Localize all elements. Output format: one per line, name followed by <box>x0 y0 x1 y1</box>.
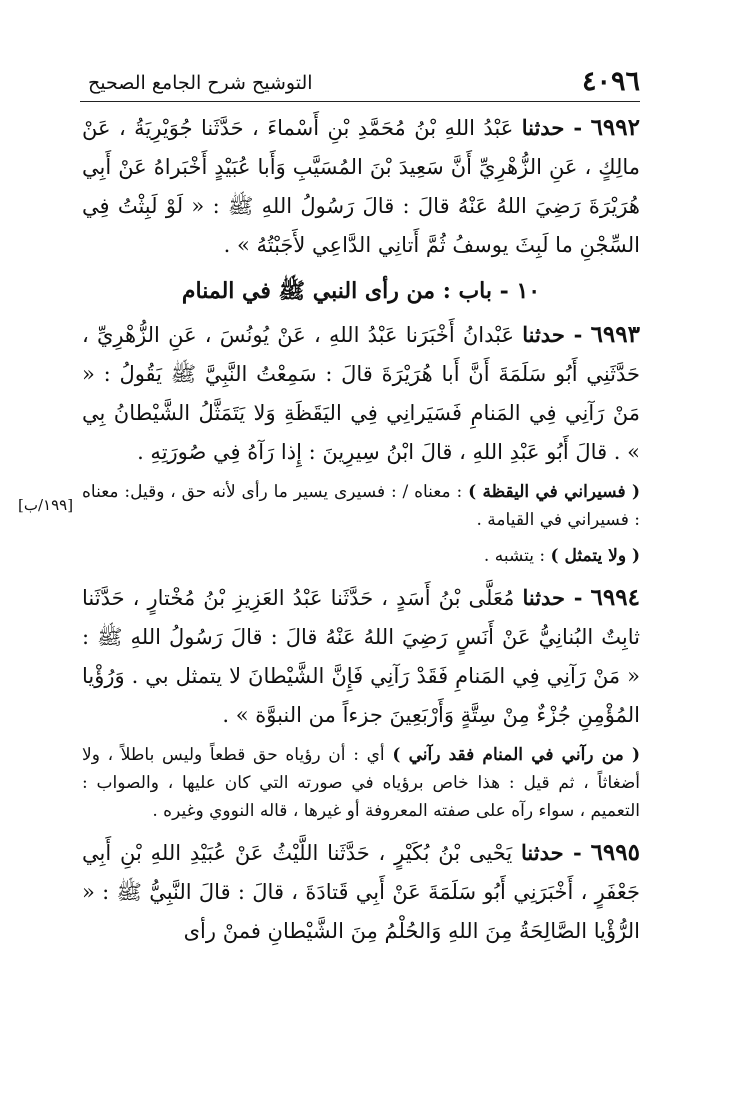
hadith-6994 <box>82 578 640 735</box>
commentary-term: ( فسيراني في اليقظة ) <box>468 482 641 502</box>
hadith-lead: - حدثنا <box>522 322 583 347</box>
hadith-number: ٦٩٩٣ <box>590 321 640 348</box>
commentary-text: : معناه / : فسيرى يسير ما رأى لأنه حق ، وقيل: معناه : فسيراني في القيامة . <box>82 482 640 530</box>
hadith-lead: - حدثنا <box>522 585 583 610</box>
hadith-6992 <box>82 108 640 265</box>
hadith-text: يَحْيى بْنُ بُكَيْرٍ ، حَدَّثَنا اللَّيْثُ عَنْ عُبَيْدِ اللهِ بْنِ أَبِي جَعْفَرٍ ، أَخْبَرَنِي أَبُو سَلَمَةَ عَنْ أَبِي قَتادَةَ ، قالَ : قالَ النَّبِيُّ ﷺ : « الرُّؤْيا الصَّالِحَةُ مِنَ اللهِ وَالحُلْمُ مِنَ الشَّيْطانِ فمنْ رأى <box>82 841 640 943</box>
commentary-text: أي : أن رؤياه حق قطعاً وليس باطلاً ، ولا أضغاثاً ، ثم قيل : هذا خاص برؤياه في صورته التي كان عليها ، والصواب : التعميم ، سواء رآه على صفته المعروفة أو غيرها ، قاله النووي وغيره . <box>82 745 640 821</box>
running-title: التوشيح شرح الجامع الصحيح <box>88 72 313 94</box>
hadith-lead: - حدثنا <box>521 840 582 865</box>
page-header <box>80 66 640 102</box>
hadith-lead: - حدثنا <box>521 115 583 140</box>
page-number: ٤٠٩٦ <box>581 66 640 97</box>
header-divider <box>80 101 640 102</box>
hadith-6995 <box>82 833 640 951</box>
hadith-number: ٦٩٩٥ <box>590 839 640 866</box>
hadith-number: ٦٩٩٤ <box>590 584 640 611</box>
commentary-1 <box>82 478 640 534</box>
hadith-6993 <box>82 315 640 472</box>
hadith-text: عَبْدانُ أَخْبَرَنا عَبْدُ اللهِ ، عَنْ يُونُسَ ، عَنِ الزُّهْرِيِّ ، حَدَّثَنِي أَبُو سَلَمَةَ أَنَّ أَبا هُرَيْرَةَ قالَ : سَمِعْتُ النَّبِيَّ ﷺ يَقُولُ : « مَنْ رَآنِي فِي المَنامِ فَسَيَرانِي فِي اليَقَظَةِ وَلا يَتَمَثَّلُ الشَّيْطانُ بِي » . قالَ أَبُو عَبْدِ اللهِ ، قالَ ابْنُ سِيرِينَ : إِذا رَآهُ فِي صُورَتِهِ . <box>82 323 640 464</box>
folio-margin-note: [١٩٩/ب] <box>18 496 74 514</box>
chapter-heading: ١٠ - باب : من رأى النبي ﷺ في المنام <box>181 278 541 304</box>
hadith-number: ٦٩٩٢ <box>590 114 640 141</box>
commentary-term: ( من رآني في المنام فقد رآني ) <box>392 745 640 765</box>
hadith-text: مُعَلَّى بْنُ أَسَدٍ ، حَدَّثَنا عَبْدُ العَزِيزِ بْنُ مُخْتارٍ ، حَدَّثَنا ثابِتٌ البُنانِيُّ عَنْ أَنَسٍ رَضِيَ اللهُ عَنْهُ قالَ : قالَ رَسُولُ اللهِ ﷺ : « مَنْ رَآنِي فِي المَنامِ فَقَدْ رَآنِي فَإِنَّ الشَّيْطانَ لا يتمثل بي . وَرُؤْيا المُؤْمِنِ جُزْءٌ مِنْ سِتَّةٍ وَأَرْبَعِينَ جزءاً من النبوَّة » . <box>82 586 640 727</box>
hadith-text: عَبْدُ اللهِ بْنُ مُحَمَّدِ بْنِ أَسْماءَ ، حَدَّثَنا جُوَيْرِيَةُ ، عَنْ مالِكٍ ، عَنِ الزُّهْرِيِّ أَنَّ سَعِيدَ بْنَ المُسَيَّبِ وَأَبا عُبَيْدٍ أَخْبَراهُ عَنْ أَبِي هُرَيْرَةَ رَضِيَ اللهُ عَنْهُ قالَ : قالَ رَسُولُ اللهِ ﷺ : « لَوْ لَبِثْتُ فِي السِّجْنِ ما لَبِثَ يوسفُ ثُمَّ أَتانِي الدَّاعِي لأَجَبْتُهُ » . <box>82 116 640 257</box>
commentary-term: ( ولا يتمثل ) <box>550 546 640 566</box>
commentary-3 <box>82 741 640 825</box>
commentary-2 <box>82 542 640 570</box>
commentary-text: : يتشبه . <box>483 546 546 566</box>
page-body <box>82 108 640 957</box>
